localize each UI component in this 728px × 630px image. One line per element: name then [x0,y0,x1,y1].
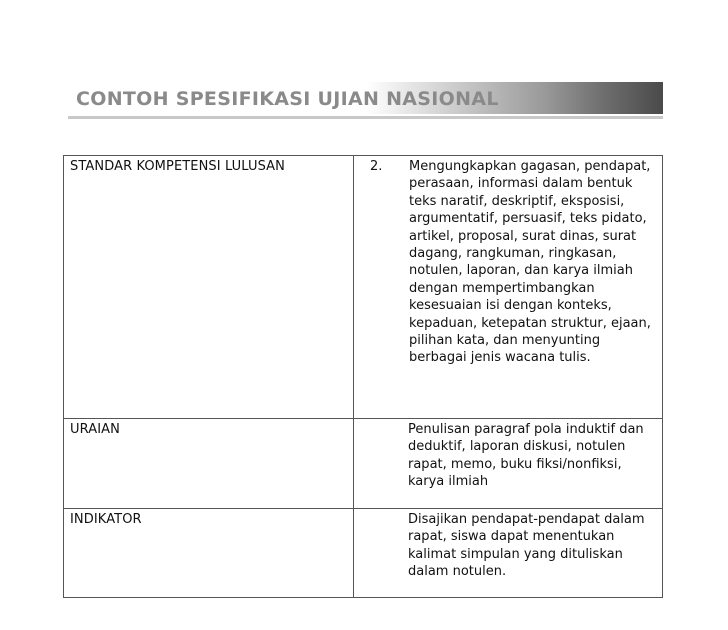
row-label-standar-kompetensi: STANDAR KOMPETENSI LULUSAN [64,156,354,419]
item-number: 2. [370,159,383,174]
row-content-uraian [354,419,663,509]
title-banner [68,82,663,114]
table-row-uraian [64,419,663,509]
row-label-uraian: URAIAN [64,419,354,509]
indikator-text: Disajikan pendapat-pendapat dalam rapat, siswa dapat menentukan kalimat simpulan yang dituliskan dalam notulen. [408,512,645,580]
table-row-indikator [64,509,663,598]
title-underline [68,116,663,119]
item-text: Mengungkapkan gagasan, pendapat, perasaan, informasi dalam bentuk teks naratif, deskriptif, eksposisi, argumentatif, persuasif, teks pidato, artikel, proposal, surat dinas, surat dagang, rangkuman, ringkasan, notulen, laporan, dan karya ilmiah dengan mempertimbangkan kesesuaian isi dengan konteks, kepaduan, ketepatan struktur, ejaan, pilihan kata, dan menyunting berbagai jenis wacana tulis. [409,159,651,366]
row-label-indikator: INDIKATOR [64,509,354,598]
page-title: CONTOH SPESIFIKASI UJIAN NASIONAL [76,88,499,110]
table-row-standar-kompetensi [64,156,663,419]
row-content-standar-kompetensi [354,156,663,419]
uraian-text: Penulisan paragraf pola induktif dan deduktif, laporan diskusi, notulen rapat, memo, buku fiksi/nonfiksi, karya ilmiah [408,422,644,490]
row-content-indikator [354,509,663,598]
specification-table [63,155,663,598]
numbered-item [370,158,656,367]
